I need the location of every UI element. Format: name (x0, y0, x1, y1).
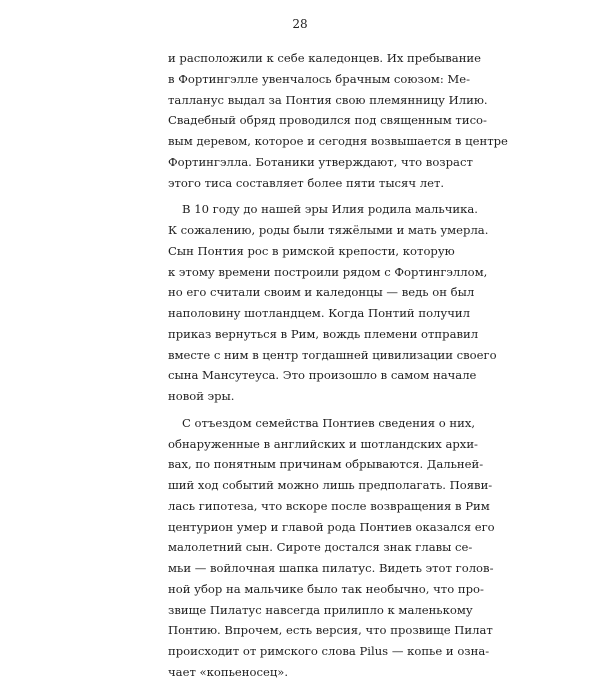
text-line: приказ вернуться в Рим, вождь племени отправил (168, 326, 479, 341)
text-line: В 10 году до нашей эры Илия родила мальчика. (182, 202, 478, 217)
body-text (168, 48, 508, 683)
text-line: этого тиса составляет более пяти тысяч лет. (168, 175, 445, 190)
text-line: в Фортингэлле увенчалось брачным союзом: Ме- (168, 71, 471, 86)
text-line: наполовину шотландцем. Когда Понтий получил (168, 306, 470, 320)
text-line: вым деревом, которое и сегодня возвышается в центре (168, 134, 508, 148)
text-line: сына Мансутеуса. Это произошло в самом начале (168, 368, 477, 383)
paragraph (168, 199, 497, 407)
text-line: новой эры. (168, 389, 235, 403)
text-line: ной убор на мальчике было так необычно, что про- (168, 581, 484, 596)
text-line: к этому времени построили рядом с Фортингэллом, (168, 264, 488, 279)
text-line: талланус выдал за Понтия свою племянницу Илию. (168, 92, 488, 107)
text-line: вах, по понятным причинам обрываются. Дальней- (168, 457, 484, 472)
text-line: вместе с ним в центр тогдашней цивилизации своего (168, 347, 497, 362)
text-line: С отъездом семейства Понтиев сведения о них, (182, 415, 476, 430)
text-line: происходит от римского слова Pilus — копье и озна- (168, 644, 490, 658)
text-line: мьи — войлочная шапка пилатус. Видеть этот голов- (168, 561, 494, 575)
text-line: К сожалению, роды были тяжёлыми и мать умерла. (168, 223, 489, 237)
text-line: но его считали своим и каледонцы — ведь он был (168, 285, 475, 300)
text-line: чает «копьеносец». (168, 664, 289, 679)
text-line: обнаруженные в английских и шотландских архи- (168, 436, 478, 451)
text-line: центурион умер и главой рода Понтиев оказался его (168, 519, 495, 534)
page-number: 28 (292, 17, 308, 31)
text-line: ший ход событий можно лишь предполагать. Появи- (168, 478, 493, 492)
text-line: и расположили к себе каледонцев. Их пребывание (168, 51, 482, 65)
text-line: Фортингэлла. Ботаники утверждают, что возраст (168, 154, 473, 169)
text-line: звище Пилатус навсегда прилипло к маленькому (168, 602, 473, 617)
text-line: малолетний сын. Сироте достался знак главы се- (168, 540, 473, 555)
text-line: Сын Понтия рос в римской крепости, которую (168, 243, 455, 258)
text-line: лась гипотеза, что вскоре после возвращения в Рим (168, 498, 490, 513)
paragraph (168, 48, 508, 193)
text-line: Понтию. Впрочем, есть версия, что прозвище Пилат (168, 623, 493, 638)
text-line: Свадебный обряд проводился под священным тисо- (168, 113, 487, 128)
paragraph (168, 413, 495, 683)
